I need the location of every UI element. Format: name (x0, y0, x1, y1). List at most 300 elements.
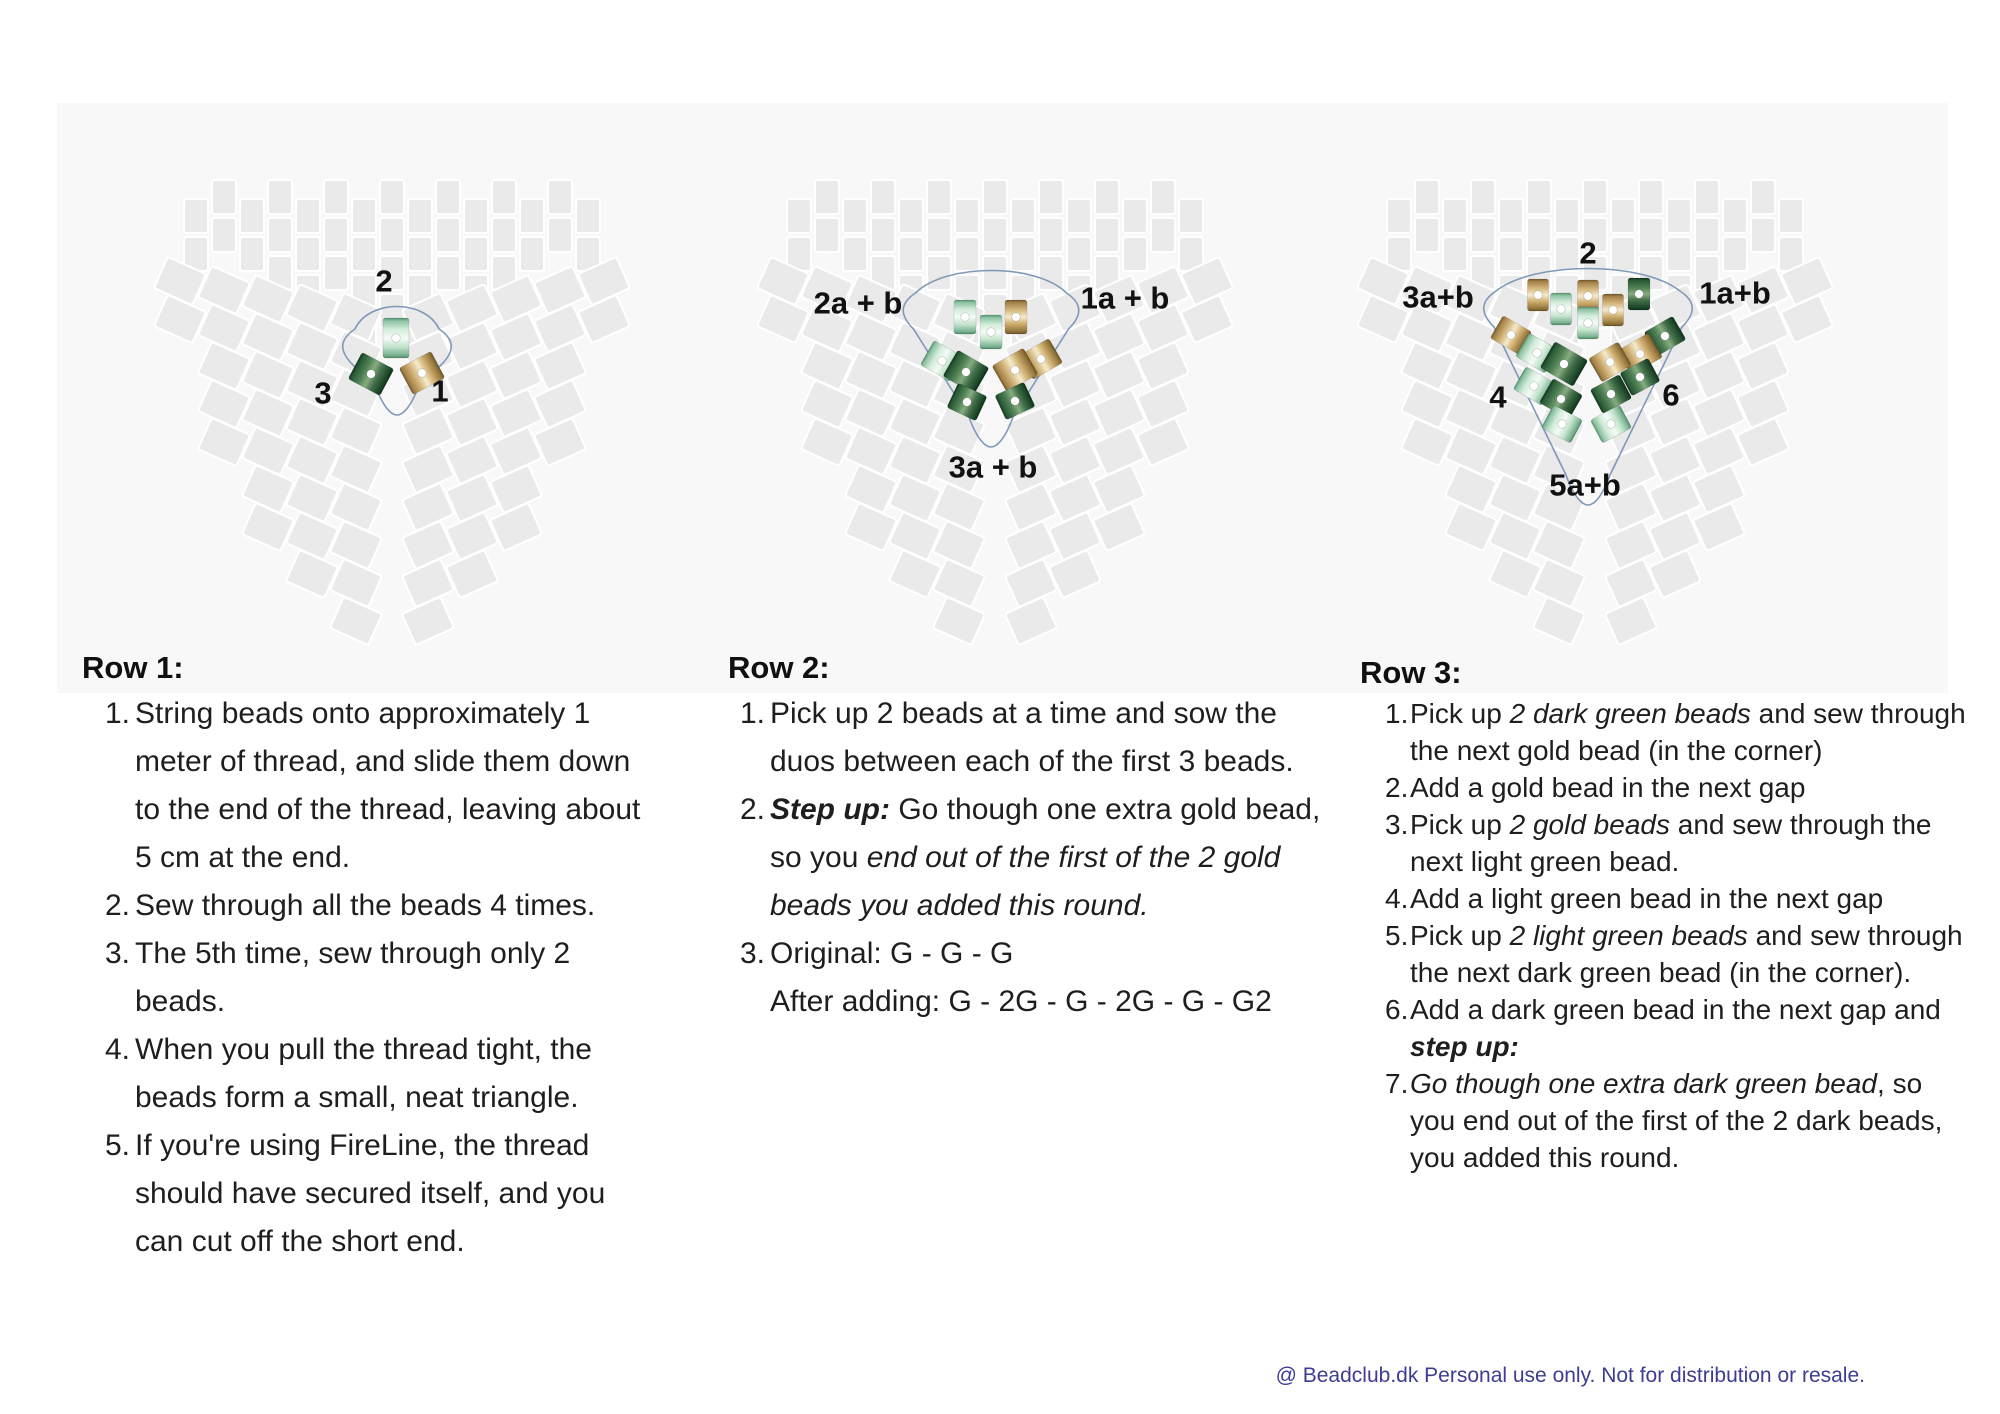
ghost-bead (198, 418, 250, 466)
ghost-bead (1605, 559, 1657, 607)
bead-hole (1534, 291, 1543, 300)
ghost-bead (212, 180, 236, 214)
ghost-bead (198, 266, 250, 314)
ghost-bead (1005, 521, 1057, 569)
item-number (740, 978, 770, 1026)
item-number: 5. (105, 1129, 131, 1162)
ghost-bead (402, 597, 454, 645)
diagram-label: 2 (1579, 235, 1597, 271)
item-text: Sew through all the beads 4 times. (135, 889, 596, 922)
ghost-bead (1527, 218, 1551, 252)
ghost-bead (286, 284, 338, 332)
ghost-bead (801, 342, 853, 390)
ghost-bead (534, 342, 586, 390)
ghost-bead (296, 199, 320, 233)
bead-hole (1557, 305, 1566, 314)
ghost-bead (1693, 503, 1745, 551)
panel-row3 (1330, 95, 1965, 1385)
ghost-bead (446, 398, 498, 446)
item-text: If you're using FireLine, the thread should have secured itself, and you can cut off the short end. (135, 1129, 606, 1258)
ghost-bead (548, 218, 572, 252)
ghost-bead (1005, 483, 1057, 531)
ghost-bead (1039, 180, 1063, 214)
ghost-bead (1049, 436, 1101, 484)
bead-hole (1584, 319, 1593, 328)
ghost-bead (330, 597, 382, 645)
ghost-bead (446, 360, 498, 408)
dg-bead (1628, 278, 1650, 310)
diagram-label: 1 (431, 373, 449, 409)
item-number: 7. (1385, 1068, 1409, 1099)
ghost-bead (1751, 180, 1775, 214)
ghost-bead (330, 521, 382, 569)
ghost-bead (1415, 180, 1439, 214)
ghost-bead (330, 445, 382, 493)
bead-hole (1609, 306, 1618, 315)
ghost-bead (1049, 550, 1101, 598)
ghost-bead (1693, 389, 1745, 437)
ghost-bead (933, 483, 985, 531)
ghost-bead (1695, 218, 1719, 252)
ghost-bead (1723, 237, 1747, 271)
ghost-bead (242, 465, 294, 513)
instruction-item (105, 930, 660, 1026)
ghost-bead (1471, 218, 1495, 252)
ghost-bead (801, 418, 853, 466)
ghost-bead (446, 512, 498, 560)
panel-row2 (695, 95, 1330, 1385)
ghost-bead (286, 512, 338, 560)
ghost-bead (1693, 313, 1745, 361)
instruction-item (1385, 695, 1970, 769)
ghost-bead (490, 389, 542, 437)
ghost-bead (871, 180, 895, 214)
ghost-bead (1093, 503, 1145, 551)
ghost-bead (1667, 237, 1691, 271)
ghost-bead (212, 218, 236, 252)
row3-heading: Row 3: (1360, 655, 1462, 690)
item-number: 2. (740, 793, 766, 826)
ghost-bead (534, 380, 586, 428)
ghost-bead (324, 218, 348, 252)
ghost-bead (402, 445, 454, 493)
item-text: Go though one extra dark green bead, so you end out of the first of the 2 dark beads, you added this round. (1410, 1068, 1943, 1173)
bead-hole (1635, 290, 1644, 299)
item-number: 4. (105, 1033, 131, 1066)
ghost-bead (1723, 199, 1747, 233)
ghost-bead (983, 218, 1007, 252)
ghost-bead (1039, 218, 1063, 252)
ghost-bead (240, 237, 264, 271)
item-number: 2. (1385, 772, 1409, 803)
item-text: Add a dark green bead in the next gap and step up: (1410, 994, 1941, 1062)
ghost-bead (286, 550, 338, 598)
ghost-bead (1005, 597, 1057, 645)
ghost-bead (933, 559, 985, 607)
ghost-bead (1401, 380, 1453, 428)
ghost-bead (520, 199, 544, 233)
ghost-bead (933, 597, 985, 645)
ghost-bead (899, 199, 923, 233)
item-text: Pick up 2 dark green beads and sew through the next gold bead (in the corner) (1410, 698, 1966, 766)
instruction-item (105, 690, 660, 882)
ghost-bead (242, 389, 294, 437)
item-number: 4. (1385, 883, 1409, 914)
diagram-label: 1a + b (1080, 280, 1170, 316)
ghost-bead (1489, 512, 1541, 560)
ghost-bead (1533, 559, 1585, 607)
ghost-bead (983, 180, 1007, 214)
bead-hole (392, 334, 401, 343)
diagram-label: 2 (375, 263, 393, 299)
ghost-bead (184, 199, 208, 233)
ghost-bead (845, 427, 897, 475)
ghost-bead (955, 237, 979, 271)
item-text: After adding: G - 2G - G - 2G - G - G2 (770, 985, 1272, 1018)
ghost-bead (983, 256, 1007, 290)
ghost-bead (1667, 199, 1691, 233)
ghost-bead (889, 512, 941, 560)
ghost-bead (380, 180, 404, 214)
ghost-bead (1737, 304, 1789, 352)
item-text: Pick up 2 light green beads and sew through the next dark green bead (in the corner). (1410, 920, 1963, 988)
ghost-bead (1445, 503, 1497, 551)
item-text: Add a light green bead in the next gap (1410, 883, 1884, 914)
item-number: 3. (105, 937, 131, 970)
item-text: The 5th time, sew through only 2 beads. (135, 937, 571, 1018)
ghost-bead (1039, 256, 1063, 290)
ghost-bead (1695, 180, 1719, 214)
instruction-item (1385, 1065, 1970, 1176)
ghost-bead (1737, 380, 1789, 428)
ghost-bead (1737, 418, 1789, 466)
ghost-bead (845, 351, 897, 399)
ghost-bead (1095, 180, 1119, 214)
ghost-bead (843, 237, 867, 271)
item-number: 1. (1385, 698, 1409, 729)
row1-instruction-list (82, 690, 660, 1266)
ghost-bead (933, 521, 985, 569)
ghost-bead (490, 503, 542, 551)
instruction-item (1385, 880, 1970, 917)
ghost-triangle (154, 180, 630, 645)
ghost-bead (1489, 550, 1541, 598)
item-text: Add a gold bead in the next gap (1410, 772, 1806, 803)
ghost-bead (1005, 559, 1057, 607)
ghost-bead (1093, 351, 1145, 399)
bead-hole (961, 313, 970, 322)
ghost-bead (1123, 199, 1147, 233)
diagram-label: 5a+b (1549, 467, 1621, 503)
ghost-bead (534, 266, 586, 314)
ghost-bead (1583, 180, 1607, 214)
ghost-bead (534, 418, 586, 466)
lg-bead (383, 318, 409, 358)
ghost-bead (490, 351, 542, 399)
ghost-bead (324, 180, 348, 214)
ghost-bead (296, 237, 320, 271)
diagram-label: 3 (314, 375, 332, 411)
ghost-bead (446, 322, 498, 370)
lg-bead (1551, 293, 1572, 325)
bead-diagram-row3 (1330, 95, 1965, 650)
row1-text-block (82, 648, 660, 1266)
item-number: 1. (105, 697, 131, 730)
diagram-label: 6 (1662, 377, 1680, 413)
lg-bead (1578, 307, 1599, 339)
ghost-bead (324, 256, 348, 290)
instruction-item (1385, 917, 1970, 991)
ghost-bead (1533, 597, 1585, 645)
ghost-bead (1415, 218, 1439, 252)
bead-hole (1012, 313, 1021, 322)
diagram-label: 4 (1489, 379, 1507, 415)
panel-row1 (60, 95, 695, 1385)
ghost-bead (845, 389, 897, 437)
item-text: Pick up 2 beads at a time and sow the duos between each of the first 3 beads. (770, 697, 1294, 778)
ghost-bead (889, 550, 941, 598)
ghost-bead (436, 218, 460, 252)
ghost-bead (240, 199, 264, 233)
ghost-bead (1067, 199, 1091, 233)
ghost-bead (198, 304, 250, 352)
ghost-bead (408, 199, 432, 233)
ghost-bead (1123, 237, 1147, 271)
ghost-bead (845, 503, 897, 551)
ghost-bead (402, 559, 454, 607)
lg-bead (980, 315, 1002, 349)
bead-diagram-row1 (60, 95, 695, 650)
ghost-bead (1445, 313, 1497, 361)
instruction-item (1385, 991, 1970, 1065)
ghost-bead (286, 322, 338, 370)
ghost-bead (464, 237, 488, 271)
ghost-bead (801, 380, 853, 428)
ghost-bead (268, 218, 292, 252)
ghost-bead (1095, 218, 1119, 252)
ghost-bead (757, 295, 809, 343)
row1-heading: Row 1: (82, 650, 184, 685)
ghost-bead (787, 199, 811, 233)
ghost-bead (889, 398, 941, 446)
ghost-bead (548, 180, 572, 214)
ghost-bead (446, 436, 498, 484)
instruction-item (740, 690, 1345, 786)
ghost-bead (1137, 380, 1189, 428)
ghost-bead (889, 436, 941, 484)
ghost-bead (1093, 313, 1145, 361)
ghost-bead (534, 304, 586, 352)
ghost-bead (1527, 180, 1551, 214)
ghost-bead (1443, 199, 1467, 233)
ghost-bead (1093, 465, 1145, 513)
ghost-bead (1649, 474, 1701, 522)
ghost-bead (436, 180, 460, 214)
ghost-bead (1067, 237, 1091, 271)
ghost-bead (1445, 465, 1497, 513)
ghost-bead (1401, 342, 1453, 390)
ghost-bead (815, 180, 839, 214)
ghost-bead (402, 407, 454, 455)
ghost-bead (242, 427, 294, 475)
ghost-bead (330, 407, 382, 455)
diagram-label: 3a+b (1402, 279, 1474, 315)
ghost-bead (576, 199, 600, 233)
ghost-bead (843, 199, 867, 233)
ghost-bead (1781, 295, 1833, 343)
item-text: Step up: Go though one extra gold bead, so you end out of the first of the 2 gold beads you added this round. (770, 793, 1321, 922)
diagram-label: 3a + b (948, 449, 1038, 485)
ghost-bead (1011, 199, 1035, 233)
g-bead (1528, 279, 1549, 311)
ghost-bead (1401, 418, 1453, 466)
ghost-bead (446, 284, 498, 332)
row3-text-block (1360, 653, 1970, 1176)
item-text: Pick up 2 gold beads and sew through the next light green bead. (1410, 809, 1932, 877)
ghost-bead (899, 237, 923, 271)
ghost-bead (436, 256, 460, 290)
instruction-item (1385, 806, 1970, 880)
ghost-bead (1489, 474, 1541, 522)
ghost-bead (242, 503, 294, 551)
footer-credit: @ Beadclub.dk Personal use only. Not for distribution or resale. (1275, 1364, 1865, 1387)
ghost-bead (1649, 436, 1701, 484)
item-number: 3. (1385, 809, 1409, 840)
ghost-bead (198, 342, 250, 390)
item-number: 5. (1385, 920, 1409, 951)
row2-heading: Row 2: (728, 650, 830, 685)
ghost-bead (242, 351, 294, 399)
ghost-bead (1639, 180, 1663, 214)
ghost-bead (1181, 295, 1233, 343)
ghost-bead (1179, 199, 1203, 233)
ghost-bead (286, 474, 338, 522)
ghost-bead (1049, 360, 1101, 408)
ghost-bead (1011, 237, 1035, 271)
ghost-bead (402, 483, 454, 531)
instruction-item (740, 930, 1345, 978)
ghost-bead (578, 295, 630, 343)
ghost-bead (352, 199, 376, 233)
row3-instruction-list (1360, 695, 1970, 1176)
ghost-bead (1649, 550, 1701, 598)
ghost-bead (352, 237, 376, 271)
ghost-bead (955, 199, 979, 233)
ghost-bead (330, 483, 382, 531)
ghost-bead (1049, 512, 1101, 560)
ghost-bead (1533, 521, 1585, 569)
ghost-bead (1499, 199, 1523, 233)
ghost-bead (1137, 418, 1189, 466)
ghost-bead (927, 256, 951, 290)
ghost-bead (408, 237, 432, 271)
ghost-bead (927, 180, 951, 214)
ghost-bead (1489, 436, 1541, 484)
ghost-bead (286, 436, 338, 484)
ghost-bead (871, 218, 895, 252)
ghost-bead (490, 427, 542, 475)
instruction-item (1385, 769, 1970, 806)
ghost-bead (1387, 199, 1411, 233)
ghost-bead (402, 521, 454, 569)
ghost-bead (1649, 512, 1701, 560)
item-number: 2. (105, 889, 131, 922)
item-number: 3. (740, 937, 766, 970)
ghost-bead (845, 465, 897, 513)
ghost-bead (490, 313, 542, 361)
item-number: 1. (740, 697, 766, 730)
g-bead (1603, 294, 1624, 326)
bead-hole (1584, 292, 1593, 301)
ghost-bead (1693, 465, 1745, 513)
ghost-triangle (757, 180, 1233, 645)
lg-bead (954, 300, 976, 334)
ghost-bead (1471, 180, 1495, 214)
ghost-bead (464, 199, 488, 233)
ghost-bead (815, 218, 839, 252)
ghost-bead (1605, 521, 1657, 569)
ghost-bead (1555, 237, 1579, 271)
ghost-bead (1693, 351, 1745, 399)
item-number: 6. (1385, 994, 1409, 1025)
item-text: String beads onto approximately 1 meter of thread, and slide them down to the end of the thread, leaving about 5 cm at the end. (135, 697, 641, 874)
ghost-bead (446, 474, 498, 522)
ghost-bead (492, 180, 516, 214)
ghost-bead (1779, 199, 1803, 233)
ghost-bead (1049, 474, 1101, 522)
ghost-bead (1737, 342, 1789, 390)
g-bead (1005, 300, 1027, 334)
instruction-item (105, 1122, 660, 1266)
ghost-bead (446, 550, 498, 598)
instruction-item (740, 786, 1345, 930)
ghost-bead (490, 465, 542, 513)
ghost-bead (927, 218, 951, 252)
ghost-bead (889, 474, 941, 522)
ghost-bead (1443, 237, 1467, 271)
row2-instruction-list (728, 690, 1345, 1026)
ghost-bead (380, 218, 404, 252)
ghost-bead (198, 380, 250, 428)
ghost-bead (242, 313, 294, 361)
ghost-bead (520, 237, 544, 271)
instruction-item (740, 978, 1345, 1026)
ghost-bead (1137, 342, 1189, 390)
ghost-bead (1093, 427, 1145, 475)
ghost-bead (1605, 597, 1657, 645)
ghost-bead (492, 218, 516, 252)
ghost-bead (1499, 237, 1523, 271)
ghost-bead (1611, 237, 1635, 271)
item-text: When you pull the thread tight, the beads form a small, neat triangle. (135, 1033, 592, 1114)
bead-diagram-row2 (695, 95, 1330, 650)
ghost-bead (1445, 427, 1497, 475)
ghost-bead (1555, 199, 1579, 233)
ghost-bead (1093, 389, 1145, 437)
ghost-bead (268, 180, 292, 214)
instruction-item (105, 1026, 660, 1122)
item-text: Original: G - G - G (770, 937, 1014, 970)
ghost-bead (1611, 199, 1635, 233)
ghost-bead (1049, 398, 1101, 446)
diagram-label: 1a+b (1699, 275, 1771, 311)
bead-hole (987, 328, 996, 337)
ghost-bead (1151, 180, 1175, 214)
ghost-bead (330, 559, 382, 607)
ghost-bead (1639, 218, 1663, 252)
instruction-item (105, 882, 660, 930)
row2-text-block (728, 648, 1345, 1026)
